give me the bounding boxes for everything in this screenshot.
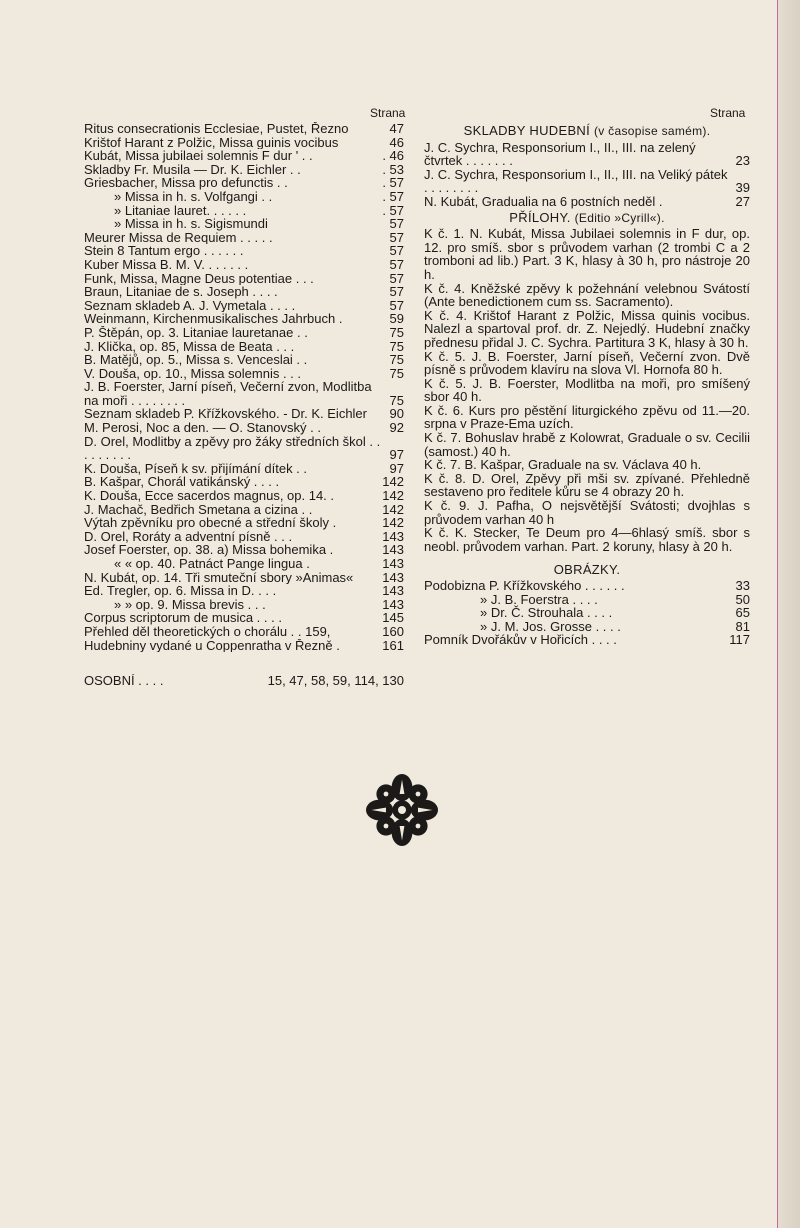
entry-title: Ed. Tregler, op. 6. Missa in D. . . . [84, 584, 277, 598]
index-entry [84, 353, 404, 367]
index-entry [84, 421, 404, 435]
index-entry [84, 557, 404, 571]
entry-page: 92 [389, 420, 404, 436]
index-entry [84, 611, 404, 625]
priloha-entry: K č. 5. J. B. Foerster, Modlitba na moři, pro smíšený sbor 40 h. [424, 375, 750, 405]
index-entry [84, 340, 404, 354]
obrazek-entry [424, 606, 750, 620]
index-entry [84, 639, 404, 653]
entry-page: 23 [735, 153, 750, 169]
entry-page: 50 [735, 591, 750, 607]
entry-page: 57 [389, 270, 404, 286]
index-entry [84, 367, 404, 381]
entry-page: 57 [389, 284, 404, 300]
index-entry [84, 462, 404, 476]
index-entry [84, 258, 404, 272]
index-entry [84, 598, 404, 612]
index-entry [84, 136, 404, 150]
index-entry [84, 272, 404, 286]
entry-title: » J. M. Jos. Grosse . . . . [480, 618, 621, 634]
strana-label-right: Strana [710, 106, 746, 120]
priloha-entry: K č. 7. Bohuslav hrabě z Kolowrat, Graduale o sv. Cecilii (samost.) 40 h. [424, 430, 750, 459]
entry-page: 143 [382, 583, 404, 599]
osobni-entry [84, 674, 404, 688]
obrazek-entry [424, 633, 750, 647]
obrazky-list [424, 579, 750, 647]
entry-title: Skladby Fr. Musila — Dr. K. Eichler . . [84, 162, 301, 177]
entry-page: . 57 [382, 175, 404, 191]
floral-ornament-icon [362, 770, 442, 850]
entry-page: 142 [382, 515, 404, 531]
index-entry [84, 299, 404, 313]
entry-page: . 53 [382, 161, 404, 177]
priloha-entry: K č. 5. J. B. Foerster, Jarní píseň, Večerní zvon. Dvě písně s průvodem klavíru na slova Vl. Hornofa 80 h. [424, 348, 750, 378]
skladby-entry [424, 141, 750, 168]
entry-page: 143 [382, 569, 404, 585]
entry-title: Hudebniny vydané u Coppenratha v Řezně . [84, 638, 340, 653]
entry-title: Výtah zpěvníku pro obecné a střední školy . [84, 516, 337, 530]
entry-page: 39 [735, 180, 750, 196]
entry-page: 27 [735, 193, 750, 209]
entry-title: B. Kašpar, Chorál vatikánský . . . . [84, 475, 280, 490]
skladby-list [424, 141, 750, 209]
entry-page: 57 [389, 229, 404, 245]
entry-title: Braun, Litaniae de s. Joseph . . . . [84, 285, 278, 299]
entry-page: 97 [389, 460, 404, 476]
entry-title: J. C. Sychra, Responsorium I., II., III. na zelený čtvrtek . . . . . . . [424, 140, 696, 168]
index-entry [84, 326, 404, 340]
entry-title: J. Machač, Bedřich Smetana a cizina . . [84, 502, 313, 517]
index-entry [84, 190, 404, 204]
entry-page: . 57 [382, 188, 404, 204]
priloha-entry: K č. 4. Krištof Harant z Polžic, Missa quinis vocibus. Nalezl a spartoval prof. dr. Z. Nejedlý. Hudební značky přednesu přidal J. C. Sychra. Partitura 3 K, hlasy à 30 h. [424, 307, 750, 350]
entry-title: Stein 8 Tantum ergo . . . . . . [84, 244, 244, 258]
index-entry [84, 231, 404, 245]
obrazek-entry [424, 593, 750, 607]
skladby-heading: SKLADBY HUDEBNÍ (v časopise samém). [463, 123, 711, 138]
entry-title: Corpus scriptorum de musica . . . . [84, 611, 282, 625]
index-entry [84, 204, 404, 218]
osobni-label: OSOBNÍ . . . . [84, 674, 164, 688]
entry-title: » Missa in h. s. Volfgangi . . [114, 189, 273, 204]
index-entry [84, 503, 404, 517]
prilohy-list [424, 227, 750, 553]
entry-page: 57 [389, 297, 404, 313]
entry-title: Griesbacher, Missa pro defunctis . . [84, 176, 288, 190]
index-entry [84, 312, 404, 326]
entry-page: 143 [382, 556, 404, 571]
entry-page: 160 [382, 623, 404, 639]
entry-title: Funk, Missa, Magne Deus potentiae . . . [84, 271, 314, 286]
entry-title: Seznam skladeb P. Křížkovského. - Dr. K. Eichler [84, 407, 367, 422]
entry-page: . 46 [382, 148, 404, 164]
entry-page: 47 [389, 121, 404, 136]
entry-title: » Missa in h. s. Sigismundi [114, 217, 268, 231]
skladby-entry [424, 195, 750, 209]
entry-page: 59 [389, 311, 404, 327]
entry-page: 161 [382, 637, 404, 653]
index-entry [84, 625, 404, 639]
entry-title: Přehled děl theoretických o chorálu . . 159, [84, 624, 331, 639]
priloha-entry: K č. 9. J. Pafha, O nejsvětější Svátosti; dvojhlas s průvodem varhan 40 h [424, 498, 750, 527]
entry-page: 90 [389, 406, 404, 422]
entry-page: 97 [389, 447, 404, 463]
index-entry [84, 584, 404, 598]
index-entry [84, 489, 404, 503]
entry-page: 143 [382, 528, 404, 544]
entry-title: K. Douša, Ecce sacerdos magnus, op. 14. . [84, 489, 335, 503]
index-entry [84, 149, 404, 163]
entry-page: 75 [389, 324, 404, 340]
index-entry [84, 571, 404, 585]
index-entry [84, 435, 404, 462]
entry-page: 65 [735, 605, 750, 621]
entry-page: 75 [389, 352, 404, 368]
obrazek-entry [424, 620, 750, 634]
entry-page: 142 [382, 501, 404, 517]
entry-page: 75 [389, 392, 404, 408]
entry-title: D. Orel, Roráty a adventní písně . . . [84, 529, 293, 544]
index-entry [84, 407, 404, 421]
entry-title: Josef Foerster, op. 38. a) Missa bohemika . [84, 543, 334, 557]
priloha-entry: K č. 7. B. Kašpar, Graduale na sv. Václava 40 h. [424, 457, 702, 473]
entry-title: » Litaniae lauret. . . . . . [114, 203, 247, 218]
entry-page: 33 [735, 578, 750, 593]
entry-title: Podobizna P. Křížkovského . . . . . . [424, 578, 625, 593]
right-column [424, 122, 750, 647]
entry-title: Kubát, Missa jubilaei solemnis F dur ' . . [84, 149, 313, 163]
entry-title: K. Douša, Píseň k sv. přijímání dítek . . [84, 461, 308, 476]
left-column [84, 122, 404, 688]
entry-title: Kuber Missa B. M. V. . . . . . . [84, 257, 249, 272]
entry-page: 117 [729, 632, 750, 648]
priloha-entry: K č. 4. Kněžské zpěvy k požehnání velebnou Svátostí (Ante benedictionem cum ss. Sacramento). [424, 280, 750, 310]
entry-title: Krištof Harant z Polžic, Missa guinis vocibus [84, 135, 339, 150]
obrazky-heading: OBRÁZKY. [553, 562, 621, 578]
index-entry [84, 516, 404, 530]
osobni-pages: 15, 47, 58, 59, 114, 130 [267, 673, 404, 689]
entry-title: N. Kubát, Gradualia na 6 postních neděl . [424, 194, 663, 209]
entry-page: 145 [382, 610, 404, 626]
skladby-entry [424, 168, 750, 195]
index-entry [84, 380, 404, 407]
entry-page: 75 [389, 338, 404, 354]
entry-title: Meurer Missa de Requiem . . . . . [84, 230, 273, 245]
entry-title: M. Perosi, Noc a den. — O. Stanovský . . [84, 421, 321, 435]
prilohy-heading: PŘÍLOHY. (Editio »Cyrill«). [509, 209, 665, 225]
index-entry [84, 475, 404, 489]
entry-title: » Dr. Č. Strouhala . . . . [480, 605, 613, 621]
index-entry [84, 176, 404, 190]
index-entry [84, 163, 404, 177]
entry-title: » » op. 9. Missa brevis . . . [114, 597, 266, 612]
entry-title: J. C. Sychra, Responsorium I., II., III. na Veliký pátek . . . . . . . . [424, 167, 728, 195]
entry-page: 46 [389, 134, 404, 150]
priloha-entry: K č. K. Stecker, Te Deum pro 4—6hlasý smíš. sbor s neobl. průvodem varhan. Part. 2 koruny, hlasy à 20 h. [424, 525, 750, 554]
entry-title: Seznam skladeb A. J. Vymetala . . . . [84, 298, 296, 313]
entry-page: 75 [389, 365, 404, 381]
entry-title: Ritus consecrationis Ecclesiae, Pustet, Řezno [84, 122, 349, 136]
entry-page: 142 [382, 474, 404, 490]
entry-title: N. Kubát, op. 14. Tři smuteční sbory »Animas« [84, 570, 354, 585]
entry-page: . 57 [382, 202, 404, 218]
entry-page: 81 [735, 618, 750, 634]
priloha-entry: K č. 6. Kurs pro pěstění liturgického zpěvu od 11.—20. srpna v Praze-Ema uzích. [424, 402, 750, 432]
priloha-entry: K č. 8. D. Orel, Zpěvy při mši sv. zpívané. Přehledně sestaveno pro ředitele kůru se 4 obrazy 20 h. [424, 470, 750, 500]
index-entry [84, 285, 404, 299]
strana-label-left: Strana [370, 106, 406, 120]
entry-title: « « op. 40. Patnáct Pange lingua . [114, 557, 310, 571]
entry-page: 57 [389, 243, 404, 259]
index-entry [84, 217, 404, 231]
index-entry [84, 122, 404, 136]
priloha-entry: K č. 1. N. Kubát, Missa Jubilaei solemnis in F dur, op. 12. pro smíš. sbor s průvodem varhan (2 trombi C a 2 tromboni ad lib.) Part. 3 K, hlasy à 30 h, pro nástroje 20 h. [424, 226, 750, 282]
entry-page: 57 [389, 256, 404, 272]
page-edge [777, 0, 800, 1228]
index-entry [84, 530, 404, 544]
entry-title: J. Klička, op. 85, Missa de Beata . . . [84, 339, 295, 354]
entry-title: P. Štěpán, op. 3. Litaniae lauretanae . . [84, 325, 308, 340]
entry-title: D. Orel, Modlitby a zpěvy pro žáky středních škol . . . . . . . . . [84, 434, 381, 462]
entry-title: Pomník Dvořákův v Hořicích . . . . [424, 632, 617, 648]
entry-title: B. Matějů, op. 5., Missa s. Venceslai . . [84, 353, 308, 367]
entry-page: 57 [389, 216, 404, 232]
entry-title: » J. B. Foerstra . . . . [480, 591, 598, 607]
entry-title: J. B. Foerster, Jarní píseň, Večerní zvon, Modlitba na moři . . . . . . . . [84, 380, 372, 408]
index-entry [84, 543, 404, 557]
entry-title: Weinmann, Kirchenmusikalisches Jahrbuch . [84, 312, 343, 326]
entry-title: V. Douša, op. 10., Missa solemnis . . . [84, 366, 302, 381]
obrazek-entry [424, 579, 750, 593]
entry-page: 143 [382, 542, 404, 558]
index-entry [84, 244, 404, 258]
entry-page: 142 [382, 488, 404, 504]
entry-page: 143 [382, 596, 404, 612]
